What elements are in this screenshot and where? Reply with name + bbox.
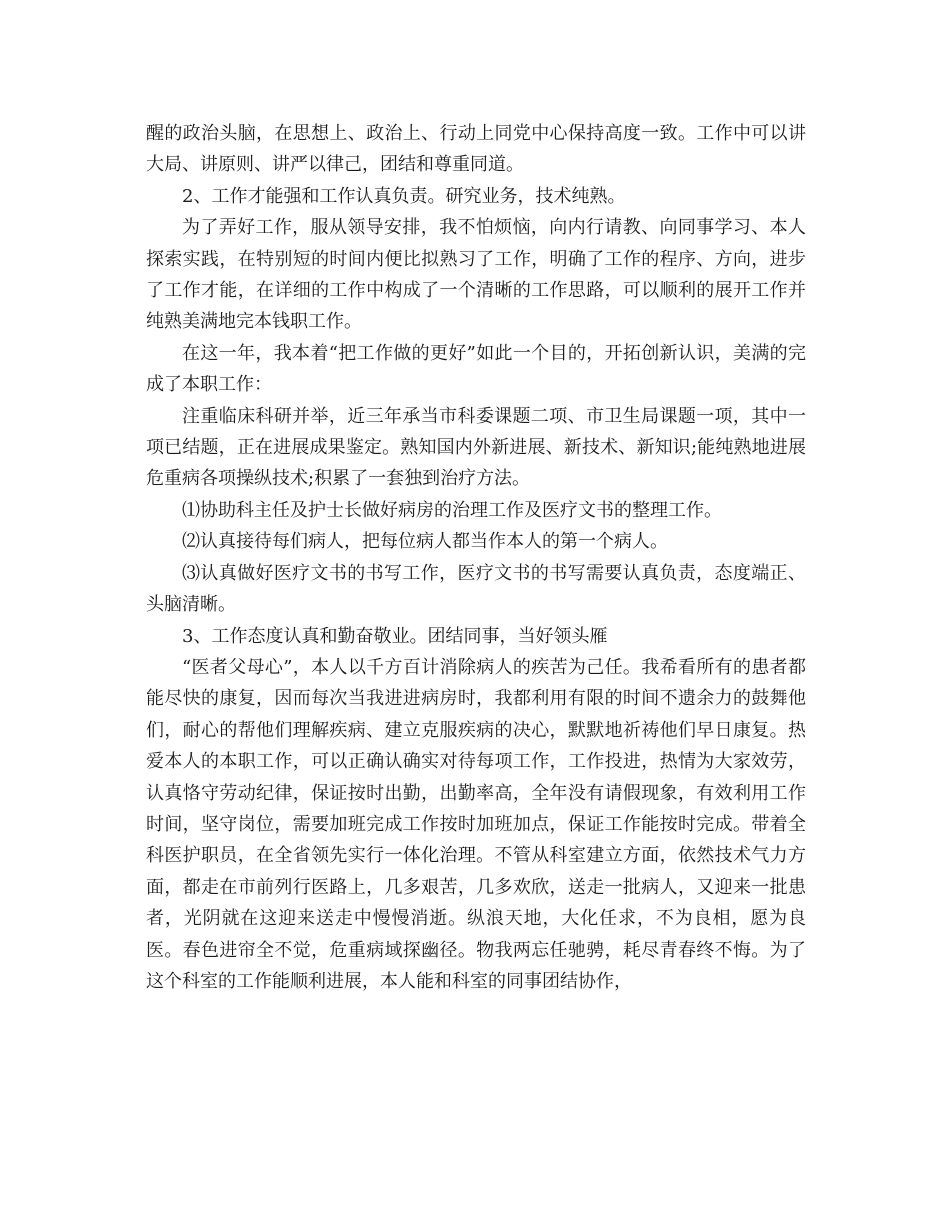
list-item-1: ⑴协助科主任及护士长做好病房的治理工作及医疗文书的整理工作。 bbox=[182, 499, 722, 521]
paragraph-doctor-heart: “医者父母心”，本人以千方百计消除病人的疾苦为己任。我希看所有的患者都能尽快的康复，因而每次当我进进病房时，我都利用有限的时间不遗余力的鼓舞他们，耐心的帮他们理解疾病、建立克服疾病的决心，默默地祈祷他们早日康复。热爱本人的本职工作，可以正确认确实对待每项工作，工作投进，热情为大家效劳，认真恪守劳动纪律，保证按时出勤，出勤率高，全年没有请假现象，有效利用工作时间，坚守岗位，需要加班完成工作按时加班加点，保证工作能按时完成。带着全科医护职员，在全省领先实行一体化治理。不管从科室建立方面，依然技术气力方面，都走在市前列行医路上，几多艰苦，几多欢欣，送走一批病人，又迎来一批患者，光阴就在这迎来送走中慢慢消逝。纵浪天地，大化任求，不为良相，愿为良医。春色进帘全不觉，危重病域探幽径。物我两忘任驰骋，耗尽青春终不悔。为了这个科室的工作能顺利进展，本人能和科室的同事团结协作， bbox=[146, 656, 806, 992]
list-item-2: ⑵认真接待每们病人，把每位病人都当作本人的第一个病人。 bbox=[182, 531, 668, 553]
paragraph-work-learning: 为了弄好工作，服从领导安排，我不怕烦恼，向内行请教、向同事学习、本人探索实践，在特别短的时间内便比拟熟习了工作，明确了工作的程序、方向，进步了工作才能，在详细的工作中构成了一个清晰的工作思路，可以顺利的展开工作并纯熟美满地完本钱职工作。 bbox=[146, 217, 806, 333]
document-body bbox=[146, 118, 806, 997]
paragraph-continuation: 醒的政治头脑，在思想上、政治上、行动上同党中心保持高度一致。工作中可以讲大局、讲原则、讲严以律己，团结和尊重同道。 bbox=[146, 123, 806, 176]
section-heading-3: 3、工作态度认真和勤奋敬业。团结同事，当好领头雁 bbox=[182, 625, 608, 647]
section-heading-2: 2、工作才能强和工作认真负责。研究业务，技术纯熟。 bbox=[182, 185, 626, 207]
paragraph-this-year: 在这一年，我本着“把工作做的更好”如此一个目的，开拓创新认识，美满的完成了本职工作： bbox=[146, 342, 806, 396]
paragraph-research: 注重临床科研并举，近三年承当市科委课题二项、市卫生局课题一项，其中一项已结题，正在进展成果鉴定。熟知国内外新进展、新技术、新知识;能纯熟地进展危重病各项操纵技术;积累了一套独到治疗方法。 bbox=[146, 405, 806, 490]
list-item-3: ⑶认真做好医疗文书的书写工作，医疗文书的书写需要认真负责，态度端正、头脑清晰。 bbox=[146, 562, 806, 616]
